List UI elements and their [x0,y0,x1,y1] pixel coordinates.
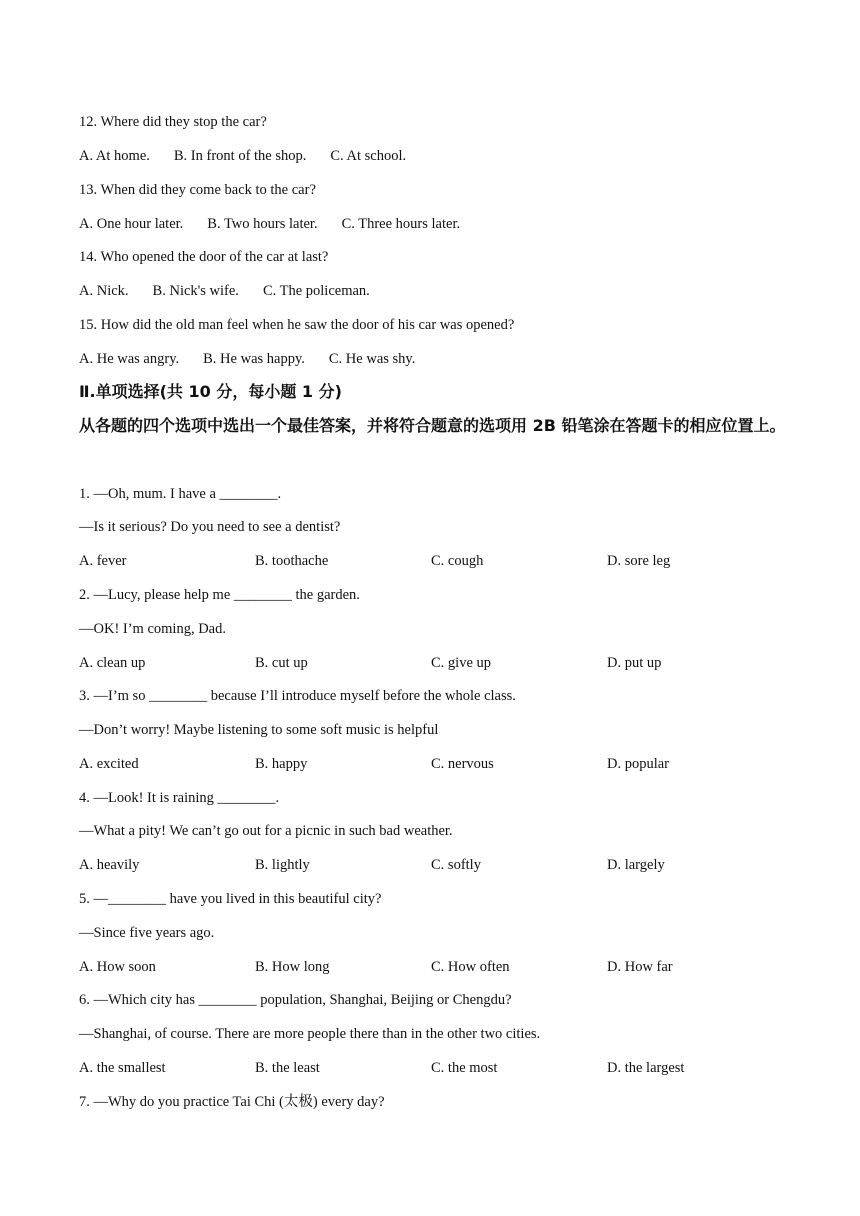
mc-reply-5: —Since five years ago. [79,925,215,941]
option-a: A. One hour later. [79,216,184,232]
option-a: A. clean up [79,655,146,671]
mc-question-6: 6. —Which city has ________ population, Shanghai, Beijing or Chengdu? [79,992,512,1008]
option-d: D. put up [607,655,662,671]
option-c: C. cough [431,553,484,569]
question-14-options [79,281,394,301]
mc-reply-6: —Shanghai, of course. There are more people there than in the other two cities. [79,1026,541,1042]
mc-question-3: 3. —I’m so ________ because I’ll introduce myself before the whole class. [79,688,516,704]
option-a: A. At home. [79,148,150,164]
option-b: B. He was happy. [203,351,305,367]
option-c: C. give up [431,655,492,671]
option-b: B. happy [255,756,308,772]
option-a: A. excited [79,756,139,772]
option-c: C. How often [431,959,510,975]
mc-question-2: 2. —Lucy, please help me ________ the garden. [79,587,360,603]
option-a: A. Nick. [79,283,129,299]
question-12-options [79,146,430,166]
option-c: C. The policeman. [262,283,370,299]
option-a: A. heavily [79,857,140,873]
option-a: A. the smallest [79,1060,166,1076]
mc-reply-2: —OK! I’m coming, Dad. [79,621,226,637]
option-c: C. softly [431,857,481,873]
option-c: C. the most [431,1060,498,1076]
option-d: D. How far [607,959,673,975]
option-b: B. Two hours later. [207,216,318,232]
option-a: A. He was angry. [79,351,180,367]
question-13-options [79,214,484,234]
option-b: B. cut up [255,655,308,671]
mc-question-7: 7. —Why do you practice Tai Chi (太极) every day? [79,1094,385,1110]
mc-question-5: 5. —________ have you lived in this beautiful city? [79,891,382,907]
question-12: 12. Where did they stop the car? [79,114,267,130]
question-15: 15. How did the old man feel when he saw the door of his car was opened? [79,317,515,333]
option-b: B. Nick's wife. [152,283,239,299]
mc-reply-4: —What a pity! We can’t go out for a picnic in such bad weather. [79,823,453,839]
option-c: C. nervous [431,756,494,772]
option-c: C. At school. [330,148,407,164]
option-b: B. In front of the shop. [173,148,307,164]
option-d: D. largely [607,857,665,873]
option-a: A. fever [79,553,127,569]
option-c: C. Three hours later. [341,216,461,232]
option-c: C. He was shy. [328,351,416,367]
question-15-options [79,349,439,369]
section-instruction: 从各题的四个选项中选出一个最佳答案，并将符合题意的选项用 2B 铅笔涂在答题卡的相应位置上。 [79,416,786,435]
question-14: 14. Who opened the door of the car at last? [79,249,329,265]
option-b: B. toothache [255,553,329,569]
option-d: D. sore leg [607,553,671,569]
mc-question-4: 4. —Look! It is raining ________. [79,790,280,806]
option-b: B. the least [255,1060,320,1076]
mc-reply-1: —Is it serious? Do you need to see a dentist? [79,519,341,535]
mc-question-1: 1. —Oh, mum. I have a ________. [79,486,282,502]
option-a: A. How soon [79,959,156,975]
option-b: B. How long [255,959,330,975]
question-13: 13. When did they come back to the car? [79,182,316,198]
section-title: Ⅱ.单项选择(共 10 分，每小题 1 分) [79,382,342,401]
mc-reply-3: —Don’t worry! Maybe listening to some soft music is helpful [79,722,439,738]
option-d: D. popular [607,756,670,772]
option-b: B. lightly [255,857,310,873]
option-d: D. the largest [607,1060,685,1076]
